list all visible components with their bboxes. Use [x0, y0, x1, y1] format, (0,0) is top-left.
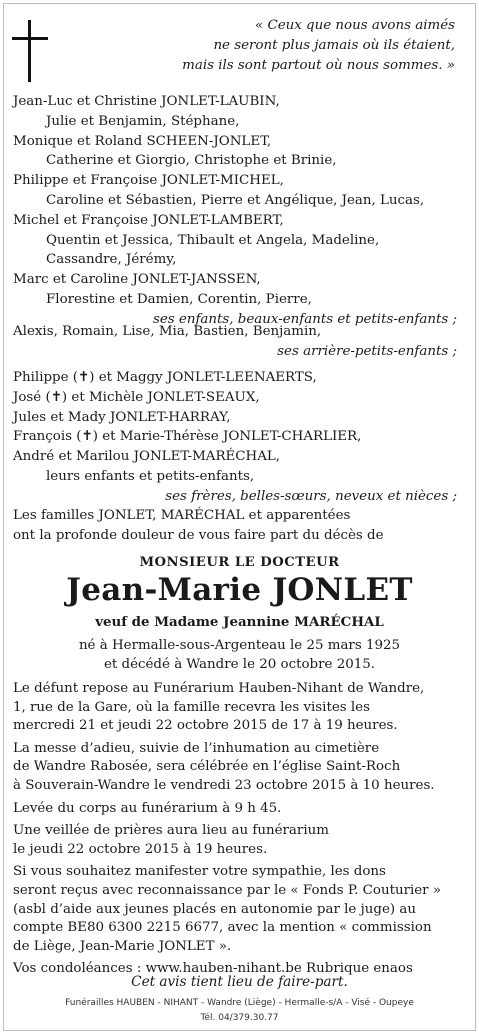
- list-line: Alexis, Romain, Lise, Mia, Bastien, Benjamin,: [13, 324, 322, 339]
- list-line: ses enfants, beaux-enfants et petits-enfants ;: [152, 311, 457, 327]
- paragraph-line: de Wandre Rabosée, sera célébrée en l’église Saint-Roch: [13, 759, 401, 775]
- quote-line: ne seront plus jamais où ils étaient,: [213, 38, 455, 53]
- list-line: Jules et Mady JONLET-HARRAY,: [13, 409, 231, 425]
- paragraph: [13, 680, 457, 736]
- notice-statement: Cet avis tient lieu de faire-part.: [131, 974, 348, 990]
- paragraph: [13, 740, 457, 796]
- announcement-line: ont la profonde douleur de vous faire part du décès de: [13, 527, 384, 543]
- paragraph-line: seront reçus avec reconnaissance par le « Fonds P. Couturier »: [13, 882, 442, 898]
- list-line: José (✝) et Michèle JONLET-SEAUX,: [13, 389, 260, 405]
- list-line: leurs enfants et petits-enfants,: [46, 468, 255, 484]
- service-details: [13, 680, 457, 983]
- siblings-list: [13, 368, 457, 507]
- paragraph-line: le jeudi 22 octobre 2015 à 19 heures.: [13, 841, 268, 857]
- paragraph-line: (asbl d’aide aux jeunes placés en autonomie par le juge) au: [13, 901, 416, 917]
- announcement-line: Les familles JONLET, MARÉCHAL et apparentées: [13, 508, 351, 523]
- epigraph-quote: [182, 16, 455, 76]
- list-line: Philippe et Françoise JONLET-MICHEL,: [13, 173, 284, 189]
- list-line: François (✝) et Marie-Thérèse JONLET-CHARLIER,: [13, 429, 362, 445]
- list-line: Julie et Benjamin, Stéphane,: [46, 113, 240, 129]
- list-line: ses frères, belles-sœurs, neveux et nièces ;: [165, 488, 457, 504]
- paragraph-line: Levée du corps au funérarium à 9 h 45.: [13, 800, 282, 816]
- family-list: [13, 92, 457, 330]
- deceased-name: Jean-Marie JONLET: [66, 572, 413, 608]
- paragraph-line: à Souverain-Wandre le vendredi 23 octobre 2015 à 10 heures.: [13, 777, 435, 793]
- paragraph: [13, 822, 457, 859]
- list-line: Philippe (✝) et Maggy JONLET-LEENAERTS,: [13, 370, 317, 385]
- paragraph-line: compte BE80 6300 2215 6677, avec la mention « commission: [13, 920, 432, 936]
- list-line: ses arrière-petits-enfants ;: [277, 343, 457, 359]
- paragraph: [13, 863, 457, 956]
- list-line: Jean-Luc et Christine JONLET-LAUBIN,: [13, 94, 280, 109]
- funeral-home-phone: Tél. 04/379.30.77: [200, 1013, 279, 1023]
- great-grandchildren-list: [13, 322, 457, 362]
- list-line: Caroline et Sébastien, Pierre et Angélique, Jean, Lucas,: [46, 192, 425, 208]
- list-line: Marc et Caroline JONLET-JANSSEN,: [13, 272, 261, 288]
- paragraph-line: de Liège, Jean-Marie JONLET ».: [13, 938, 232, 954]
- paragraph-line: Vos condoléances : www.hauben-nihant.be Rubrique enaos: [13, 961, 413, 977]
- list-line: Cassandre, Jérémy,: [46, 252, 177, 268]
- list-line: Quentin et Jessica, Thibault et Angela, Madeline,: [46, 232, 380, 248]
- funeral-home-footer: Funérailles HAUBEN - NIHANT - Wandre (Liège) - Hermalle-s/A - Visé - Oupeye: [65, 998, 414, 1008]
- paragraph-line: Une veillée de prières aura lieu au funérarium: [13, 823, 329, 839]
- announcement: [13, 506, 457, 546]
- paragraph-line: 1, rue de la Gare, où la famille recevra les visites les: [13, 699, 370, 715]
- paragraph-line: Le défunt repose au Funérarium Hauben-Nihant de Wandre,: [13, 681, 425, 696]
- deceased-title: MONSIEUR LE DOCTEUR: [139, 555, 340, 570]
- list-line: Michel et Françoise JONLET-LAMBERT,: [13, 212, 284, 228]
- quote-line: mais ils sont partout où nous sommes. »: [182, 58, 455, 73]
- paragraph: [13, 800, 457, 819]
- death-line: et décédé à Wandre le 20 octobre 2015.: [103, 657, 376, 672]
- birth-line: né à Hermalle-sous-Argenteau le 25 mars 1925: [78, 638, 401, 653]
- list-line: Catherine et Giorgio, Christophe et Brinie,: [46, 153, 337, 169]
- list-line: Monique et Roland SCHEEN-JONLET,: [13, 133, 272, 149]
- paragraph-line: La messe d’adieu, suivie de l’inhumation au cimetière: [13, 740, 380, 756]
- paragraph-line: mercredi 21 et jeudi 22 octobre 2015 de 17 à 19 heures.: [13, 718, 398, 734]
- quote-line: « Ceux que nous avons aimés: [255, 18, 455, 33]
- spouse-line: veuf de Madame Jeannine MARÉCHAL: [95, 614, 384, 630]
- paragraph-line: Si vous souhaitez manifester votre sympathie, les dons: [13, 864, 386, 880]
- list-line: Florestine et Damien, Corentin, Pierre,: [46, 291, 312, 307]
- list-line: André et Marilou JONLET-MARÉCHAL,: [13, 449, 281, 465]
